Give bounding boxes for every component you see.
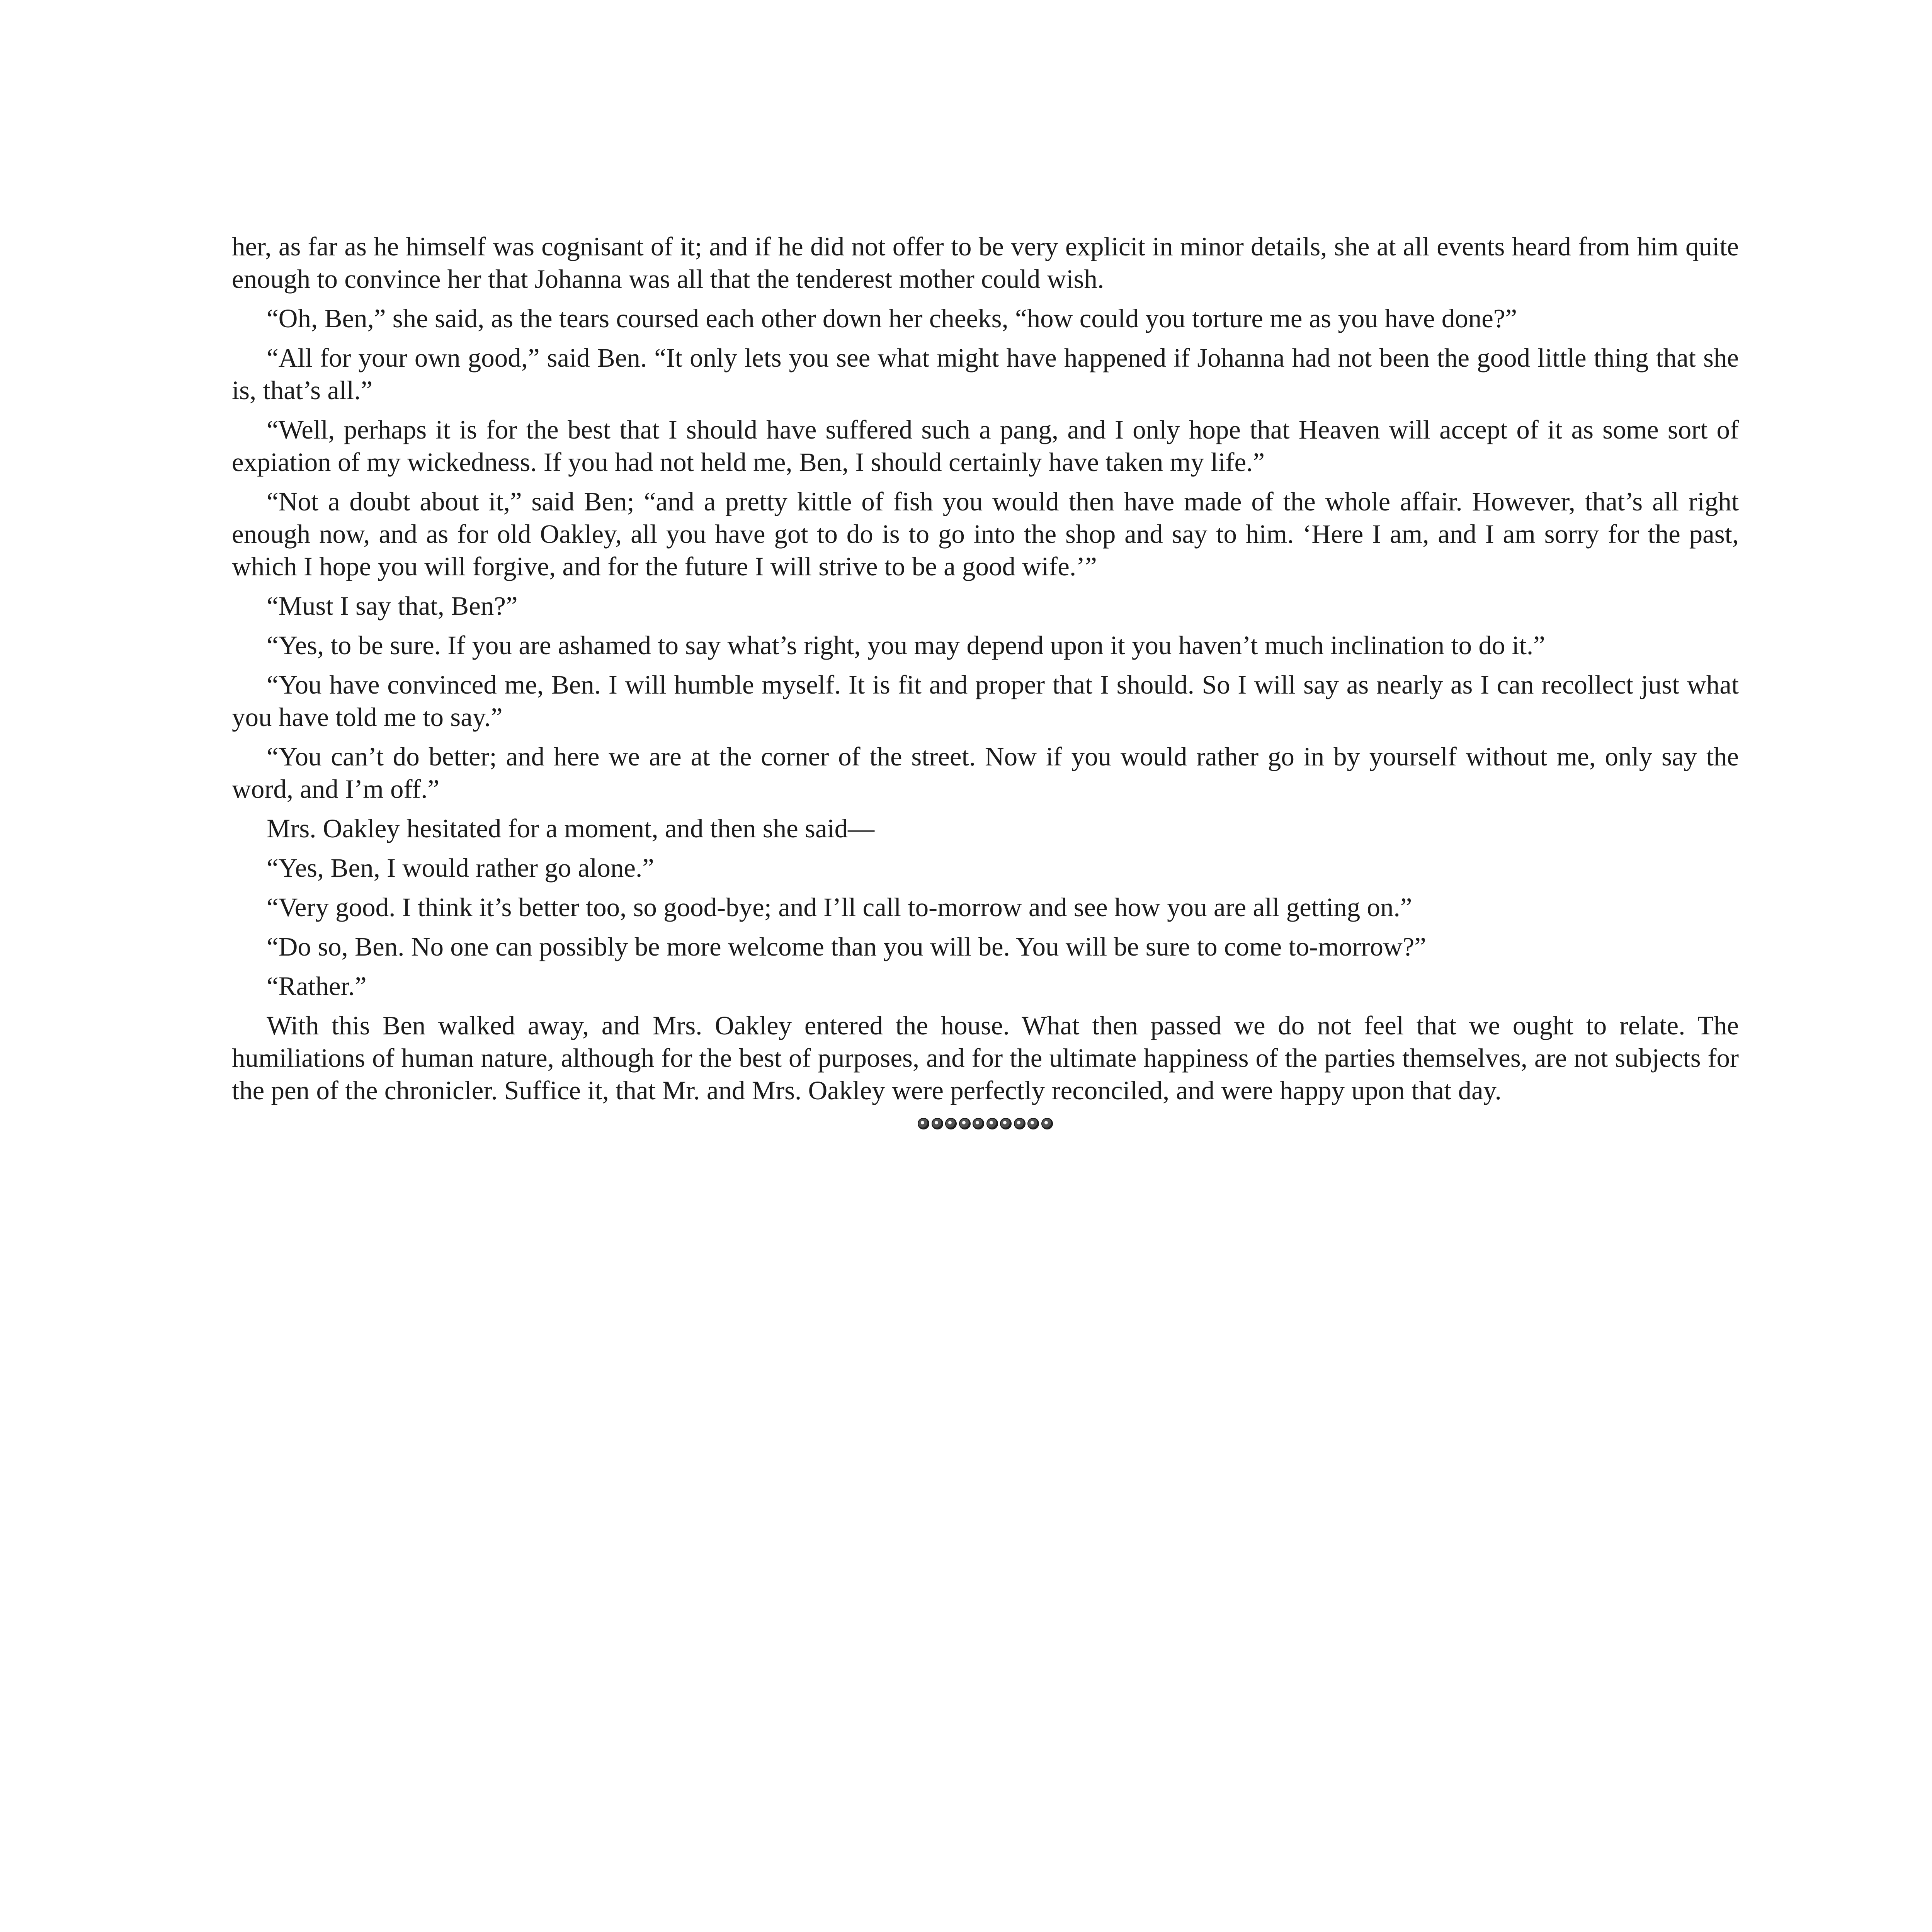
paragraph: “Very good. I think it’s better too, so good-bye; and I’ll call to-morrow and see how you are all getting on.” — [267, 893, 1412, 922]
paragraph: With this Ben walked away, and Mrs. Oakley entered the house. What then passed we do not feel that we ought to relate. The humiliations of human nature, although for the best of purposes, and for the ultimate happiness of the parties themselves, are not subjects for the pen of the chronicler. Suffice it, that Mr. and Mrs. Oakley were perfectly reconciled, and were happy upon that day. — [232, 1011, 1739, 1105]
paragraph: “Do so, Ben. No one can possibly be more welcome than you will be. You will be sure to come to-morrow?” — [267, 932, 1426, 961]
paragraph: “Rather.” — [267, 971, 367, 1001]
paragraph: “You have convinced me, Ben. I will humble myself. It is fit and proper that I should. So I will say as nearly as I can recollect just what you have told me to say.” — [232, 670, 1739, 732]
ornament-dot-icon — [1041, 1118, 1053, 1129]
ornament-dot-icon — [959, 1118, 971, 1129]
body-text — [232, 230, 1739, 1114]
paragraph-continued: her, as far as he himself was cognisant of it; and if he did not offer to be very explicit in minor details, she at all events heard from him quite enough to convince her that Johanna was all that the tenderest mother could wish. — [232, 232, 1739, 294]
paragraph: “Oh, Ben,” she said, as the tears coursed each other down her cheeks, “how could you torture me as you have done?” — [267, 304, 1517, 333]
paragraph: “Yes, to be sure. If you are ashamed to say what’s right, you may depend upon it you haven’t much inclination to do it.” — [267, 631, 1545, 660]
ornament-dot-icon — [973, 1118, 984, 1129]
ornament-dot-icon — [945, 1118, 957, 1129]
paragraph: “Yes, Ben, I would rather go alone.” — [267, 853, 654, 883]
ornament-dot-icon — [932, 1118, 943, 1129]
paragraph: “All for your own good,” said Ben. “It only lets you see what might have happened if Johanna had not been the good little thing that she is, that’s all.” — [232, 343, 1739, 405]
ornament-dot-icon — [1014, 1118, 1026, 1129]
paragraph: “Not a doubt about it,” said Ben; “and a pretty kittle of fish you would then have made of the whole affair. However, that’s all right enough now, and as for old Oakley, all you have got to do is to go into the shop and say to him. ‘Here I am, and I am sorry for the past, which I hope you will forgive, and for the future I will strive to be a good wife.’” — [232, 487, 1739, 581]
ornament-dot-icon — [1000, 1118, 1012, 1129]
ornament-dot-icon — [918, 1118, 929, 1129]
paragraph: “You can’t do better; and here we are at the corner of the street. Now if you would rather go in by yourself without me, only say the word, and I’m off.” — [232, 742, 1739, 804]
section-break-ornament-icon — [918, 1117, 1053, 1131]
paragraph: “Well, perhaps it is for the best that I should have suffered such a pang, and I only hope that Heaven will accept of it as some sort of expiation of my wickedness. If you had not held me, Ben, I should certainly have taken my life.” — [232, 415, 1739, 477]
paragraph: “Must I say that, Ben?” — [267, 591, 518, 621]
paragraph: Mrs. Oakley hesitated for a moment, and then she said— — [267, 814, 875, 843]
ornament-dot-icon — [986, 1118, 998, 1129]
ornament-dot-icon — [1027, 1118, 1039, 1129]
